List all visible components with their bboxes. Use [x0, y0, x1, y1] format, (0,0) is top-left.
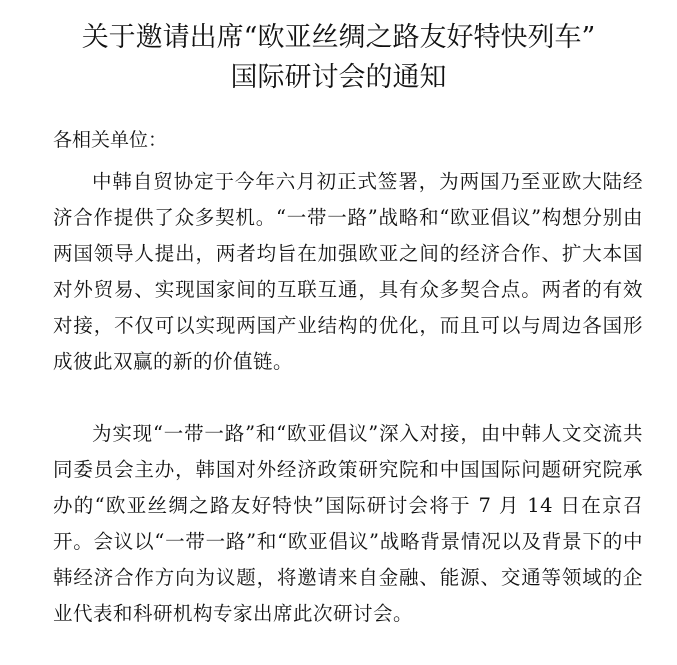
paragraph-1: 中韩自贸协定于今年六月初正式签署，为两国乃至亚欧大陆经济合作提供了众多契机。“一带一路”战略和“欧亚倡议”构想分别由两国领导人提出，两者均旨在加强欧亚之间的经济合作、扩大本国对外贸易、实现国家间的互联互通，具有众多契合点。两者的有效对接，不仅可以实现两国产业结构的优化，而且可以与周边各国形成彼此双赢的新的价值链。 — [53, 170, 643, 374]
document-title-line-1: 关于邀请出席“欧亚丝绸之路友好特快列车” — [81, 22, 596, 53]
paragraph-2: 为实现“一带一路”和“欧亚倡议”深入对接，由中韩人文交流共同委员会主办，韩国对外经济政策研究院和中国国际问题研究院承办的“欧亚丝绸之路友好特快”国际研讨会将于 7 月 14 日在京召开。会议以“一带一路”和“欧亚倡议”战略背景情况以及背景下的中韩经济合作方向为议题，将邀请来自金融、能源、交通等领域的企业代表和科研机构专家出席此次研讨会。 — [53, 422, 643, 626]
document-title-line-2: 国际研讨会的通知 — [230, 62, 447, 93]
salutation: 各相关单位： — [53, 129, 168, 151]
